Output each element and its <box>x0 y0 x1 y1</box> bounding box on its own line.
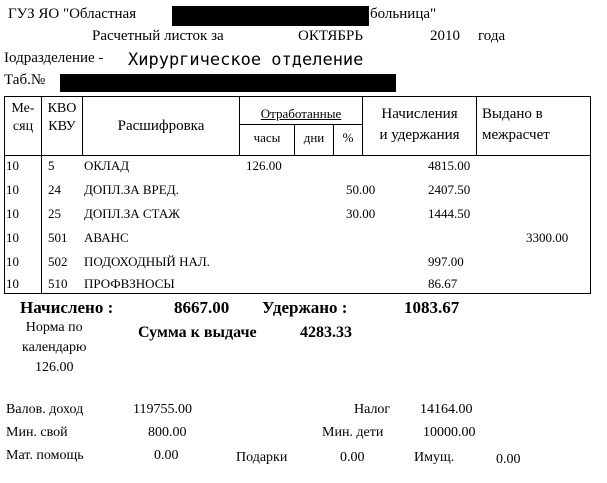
gifts-label: Подарки <box>236 450 288 465</box>
redacted-tab-number <box>60 74 396 92</box>
row-description: ПОДОХОДНЫЙ НАЛ. <box>84 254 210 269</box>
row-code: 502 <box>48 254 68 269</box>
norm-label-2: календарю <box>22 340 87 355</box>
col-worked-header: Отработанные <box>260 106 342 121</box>
row-amount: 997.00 <box>428 254 464 269</box>
withheld-value: 1083.67 <box>404 298 460 317</box>
redacted-org-name <box>172 6 369 26</box>
mat-help-label: Мат. помощь <box>6 448 84 463</box>
norm-block <box>22 318 86 378</box>
tax-label: Налог <box>354 402 391 417</box>
department-label: Iодразделение - <box>4 50 104 66</box>
col-hours-header: часы <box>253 130 281 145</box>
payout-value: 4283.33 <box>300 324 352 341</box>
col-kvo-header: КВО КВУ <box>47 101 77 134</box>
row-code: 5 <box>48 158 55 173</box>
payout-label: Сумма к выдаче <box>138 324 257 341</box>
property-value: 0.00 <box>496 452 521 467</box>
accrued-value: 8667.00 <box>174 298 230 317</box>
row-month: 10 <box>6 230 19 245</box>
tab-number-label: Таб.№ <box>4 72 46 88</box>
row-description: ДОПЛ.ЗА ВРЕД. <box>84 182 179 197</box>
col-accruals-header: Начисления и удержания <box>379 106 460 143</box>
row-amount: 86.67 <box>428 276 458 291</box>
gross-income-value: 119755.00 <box>133 402 192 417</box>
row-amount: 1444.50 <box>428 206 471 221</box>
period-year-word: года <box>478 28 506 44</box>
row-divider <box>239 124 362 125</box>
row-code: 24 <box>48 182 61 197</box>
header-bottom-line <box>4 155 591 156</box>
row-hours: 126.00 <box>246 158 282 173</box>
row-description: АВАНС <box>84 230 129 245</box>
tax-value: 14164.00 <box>420 402 473 417</box>
norm-label-1: Норма по <box>25 320 83 335</box>
mat-help-value: 0.00 <box>154 448 179 463</box>
row-month: 10 <box>6 276 19 291</box>
gross-income-label: Валов. доход <box>6 402 84 417</box>
norm-value: 126.00 <box>34 360 74 375</box>
row-code: 510 <box>48 276 68 291</box>
col-paid-header: Выдано в межрасчет <box>482 106 550 143</box>
col-percent-header: % <box>342 130 354 145</box>
org-name-prefix: ГУЗ ЯО "Областная <box>8 6 137 22</box>
row-code: 25 <box>48 206 61 221</box>
row-percent: 50.00 <box>346 182 376 197</box>
col-days-header: дни <box>303 130 325 145</box>
min-self-value: 800.00 <box>148 425 187 440</box>
min-kids-value: 10000.00 <box>423 425 476 440</box>
department-value: Хирургическое отделение <box>128 50 364 70</box>
col-description-header: Расшифровка <box>117 118 205 134</box>
min-kids-label: Мин. дети <box>322 425 384 440</box>
org-name-suffix: больница" <box>370 6 437 22</box>
col-month-header: Ме- сяц <box>11 101 35 134</box>
row-month: 10 <box>6 158 19 173</box>
row-month: 10 <box>6 206 19 221</box>
gifts-value: 0.00 <box>340 450 365 465</box>
row-amount: 4815.00 <box>428 158 471 173</box>
row-description: ДОПЛ.ЗА СТАЖ <box>84 206 180 221</box>
property-label: Имущ. <box>414 450 455 465</box>
row-month: 10 <box>6 182 19 197</box>
row-code: 501 <box>48 230 68 245</box>
row-month: 10 <box>6 254 19 269</box>
row-description: ОКЛАД <box>84 158 130 173</box>
period-year: 2010 <box>430 28 460 44</box>
col-divider <box>239 96 240 156</box>
min-self-label: Мин. свой <box>6 425 68 440</box>
row-paid: 3300.00 <box>526 230 569 245</box>
row-description: ПРОФВЗНОСЫ <box>84 276 175 291</box>
row-amount: 2407.50 <box>428 182 471 197</box>
col-divider <box>476 96 477 156</box>
withheld-label: Удержано : <box>262 298 348 317</box>
row-percent: 30.00 <box>346 206 376 221</box>
document-title: Расчетный листок за <box>92 28 224 44</box>
accrued-label: Начислено : <box>20 298 114 317</box>
period-month: ОКТЯБРЬ <box>298 28 364 44</box>
